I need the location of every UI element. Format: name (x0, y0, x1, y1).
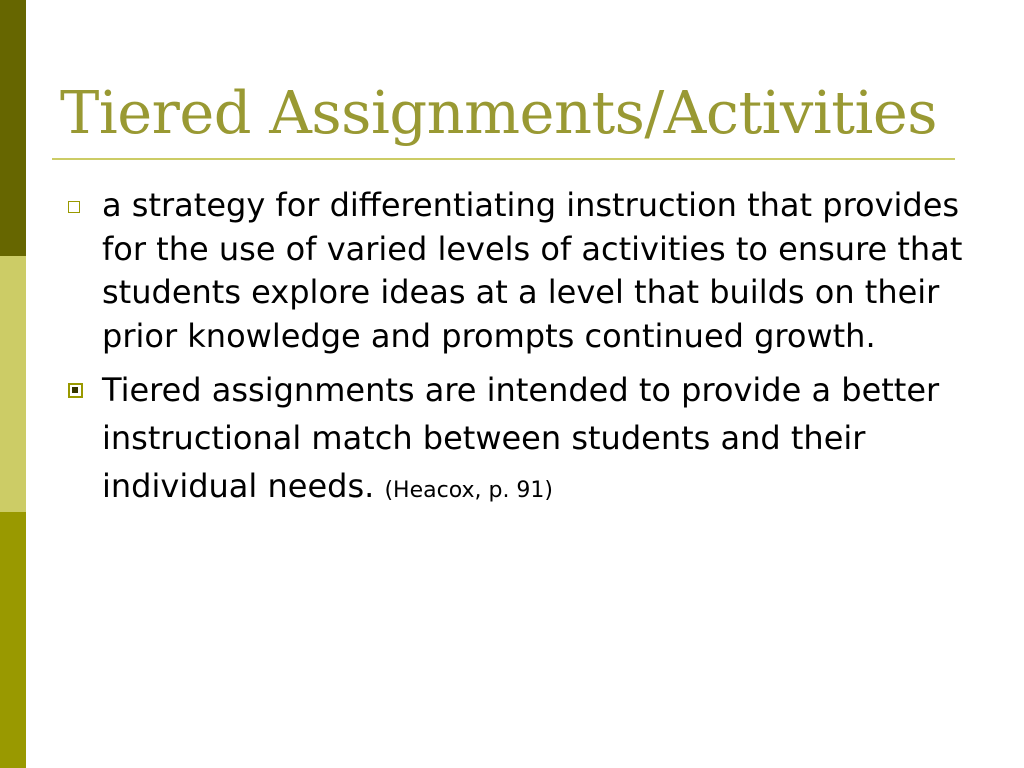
bullet-text-purpose: Tiered assignments are intended to provide a better instructional match between students and their individual needs. (102, 371, 940, 505)
bullet-list (64, 184, 984, 515)
citation: (Heacox, p. 91) (384, 478, 554, 503)
sidebar-stripe-bottom (0, 512, 26, 768)
bullet-item-purpose (64, 366, 984, 515)
sidebar-stripe-middle (0, 256, 26, 512)
sidebar-stripe-top (0, 0, 26, 256)
title-underline (52, 158, 955, 160)
slide-title: Tiered Assignments/Activities (60, 78, 938, 147)
bullet-text-definition: a strategy for differentiating instruction that provides for the use of varied levels of activities to ensure that students explore ideas at a level that builds on their prior knowledge and prompts continued growth. (102, 186, 963, 355)
hollow-square-icon (68, 201, 80, 213)
filled-square-icon (68, 383, 83, 398)
bullet-item-definition (64, 184, 984, 358)
